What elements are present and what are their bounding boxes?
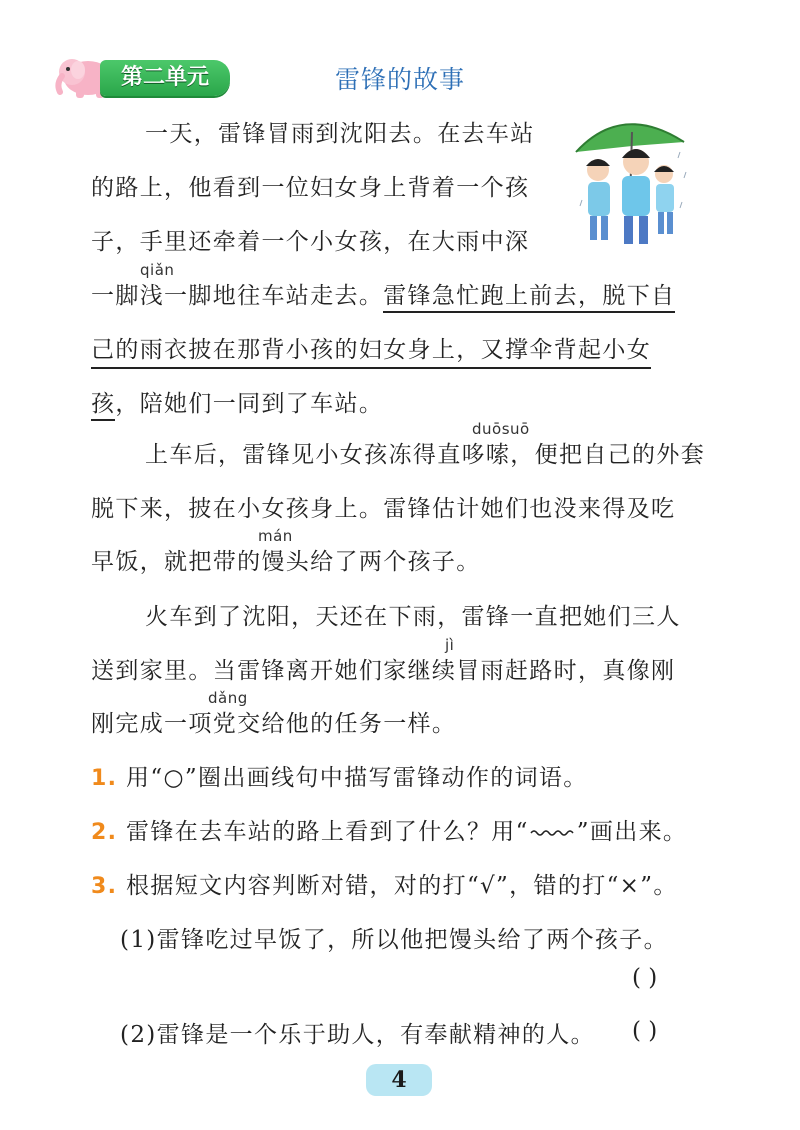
p3-line3: 刚完成一项党交给他的任务一样。 xyxy=(91,711,457,737)
underlined-sentence-part1: 雷锋急忙跑上前去，脱下自 xyxy=(383,283,675,313)
p1-line3: 子，手里还牵着一个小女孩，在大雨中深 xyxy=(91,229,530,255)
underlined-sentence-part2: 己的雨衣披在那背小孩的妇女身上，又撑伞背起小女 xyxy=(91,335,651,369)
question-number: 1. xyxy=(91,766,118,791)
p1-line6-plain: ，陪她们一同到了车站。 xyxy=(115,391,384,417)
question-1 xyxy=(91,763,588,794)
pinyin-man: mán xyxy=(258,527,293,545)
wavy-line-icon xyxy=(529,827,577,839)
p3-line1: 火车到了沈阳，天还在下雨，雷锋一直把她们三人 xyxy=(145,604,681,630)
p1-line4 xyxy=(91,281,675,311)
page-title: 雷锋的故事 xyxy=(334,65,465,94)
p1-line6 xyxy=(91,389,383,419)
statement-1: (1)雷锋吃过早饭了，所以他把馒头给了两个孩子。 xyxy=(120,927,668,953)
p3-line2: 送到家里。当雷锋离开她们家继续冒雨赶路时，真像刚 xyxy=(91,658,676,684)
p2-line3: 早饭，就把带的馒头给了两个孩子。 xyxy=(91,549,481,575)
question-number: 3. xyxy=(91,874,118,899)
answer-blank-2[interactable]: ( ) xyxy=(632,1018,658,1044)
pinyin-dang: dǎng xyxy=(208,689,248,707)
pinyin-duosuo: duōsuō xyxy=(472,420,530,438)
question-3 xyxy=(91,871,678,902)
p1-line1: 一天，雷锋冒雨到沈阳去。在去车站 xyxy=(145,121,535,147)
p2-line2: 脱下来，披在小女孩身上。雷锋估计她们也没来得及吃 xyxy=(91,496,676,522)
question-text: 用“○”圈出画线句中描写雷锋动作的词语。 xyxy=(126,765,588,791)
statement-2: (2)雷锋是一个乐于助人，有奉献精神的人。 xyxy=(120,1022,595,1048)
question-text: 雷锋在去车站的路上看到了什么？用“ xyxy=(126,819,529,845)
pinyin-ji: jì xyxy=(445,636,455,654)
question-text-end: ”画出来。 xyxy=(576,819,688,845)
page-number: 4 xyxy=(366,1064,432,1096)
p1-line4-plain: 一脚浅一脚地往车站走去。 xyxy=(91,283,384,309)
answer-blank-1[interactable]: ( ) xyxy=(632,965,658,991)
umbrella-illustration xyxy=(572,112,692,250)
question-text: 根据短文内容判断对错，对的打“√”，错的打“×”。 xyxy=(126,873,678,899)
p1-line2: 的路上，他看到一位妇女身上背着一个孩 xyxy=(91,175,530,201)
underlined-sentence-part3: 孩 xyxy=(91,391,115,421)
pinyin-qian: qiǎn xyxy=(140,261,175,279)
question-number: 2. xyxy=(91,820,118,845)
p2-line1: 上车后，雷锋见小女孩冻得直哆嗦，便把自己的外套 xyxy=(145,442,706,468)
question-2 xyxy=(91,817,687,848)
unit-badge: 第二单元 xyxy=(100,60,230,96)
